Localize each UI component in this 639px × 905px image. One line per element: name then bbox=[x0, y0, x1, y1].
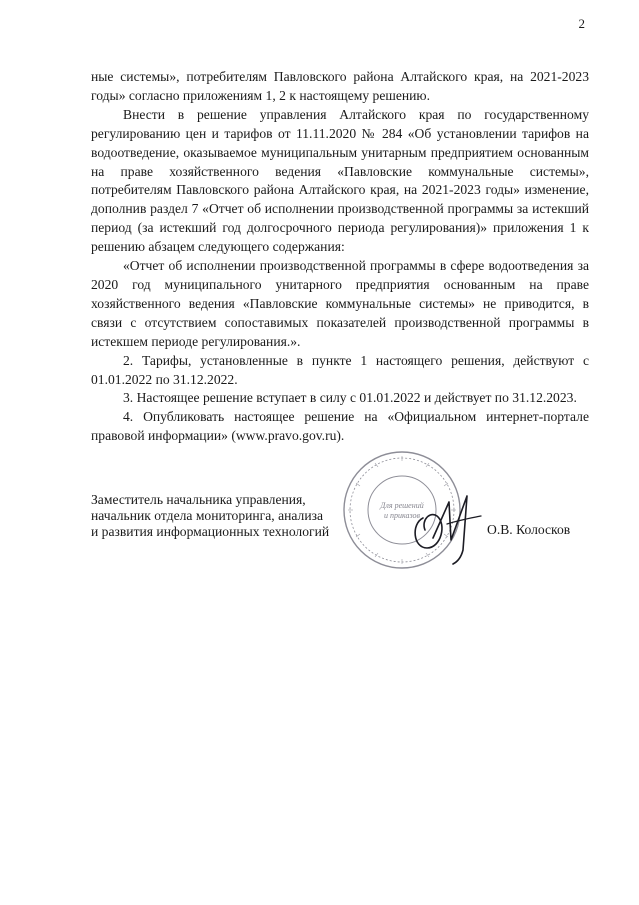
signatory-position-line-2: начальник отдела мониторинга, анализа bbox=[91, 508, 324, 523]
paragraph-amendment: Внести в решение управления Алтайского края по государственному регулированию цен и тарифов от 11.11.2020 № 284 «Об установлении тарифов на водоотведение, оказываемое муниципальным унитарным предприятием основанным на праве хозяйственного ведения «Павловские коммунальные системы», потребителям Павловского района Алтайского края, на 2021-2023 годы» изменение, дополнив раздел 7 «Отчет об исполнении производственной программы за истекший период (за истекший год долгосрочного периода регулирования)» приложения 1 к решению абзацем следующего содержания: bbox=[91, 106, 589, 255]
signatory-name: О.В. Колосков bbox=[487, 522, 571, 537]
seal-inner-text-2: и приказов bbox=[383, 511, 421, 520]
seal-inner-text-1: Для решений bbox=[380, 501, 424, 510]
page-number: 2 bbox=[578, 16, 585, 31]
paragraph-continuation: ные системы», потребителям Павловского района Алтайского края, на 2021-2023 годы» согласно приложениям 1, 2 к настоящему решению. bbox=[91, 69, 589, 103]
handwritten-signature bbox=[403, 478, 489, 568]
signatory-position-line-3: и развития информационных технологий bbox=[91, 524, 330, 539]
paragraph-item-3: 3. Настоящее решение вступает в силу с 01.01.2022 и действует по 31.12.2023. bbox=[123, 390, 577, 406]
signatory-position-line-1: Заместитель начальника управления, bbox=[91, 492, 306, 507]
signatory-position bbox=[91, 492, 329, 540]
document-body bbox=[91, 68, 589, 446]
paragraph-item-4: 4. Опубликовать настоящее решение на «Официальном интернет-портале правовой информации» (www.pravo.gov.ru). bbox=[91, 409, 589, 444]
paragraph-item-2: 2. Тарифы, установленные в пункте 1 настоящего решения, действуют с 01.01.2022 по 31.12.2022. bbox=[91, 352, 589, 387]
paragraph-quoted-text: «Отчет об исполнении производственной программы в сфере водоотведения за 2020 год муниципального унитарного предприятия основанным на праве хозяйственного ведения «Павловские коммунальные системы» не приводится, в связи с отсутствием сопоставимых показателей производственной программы в истекшем периоде регулирования.». bbox=[91, 258, 589, 349]
